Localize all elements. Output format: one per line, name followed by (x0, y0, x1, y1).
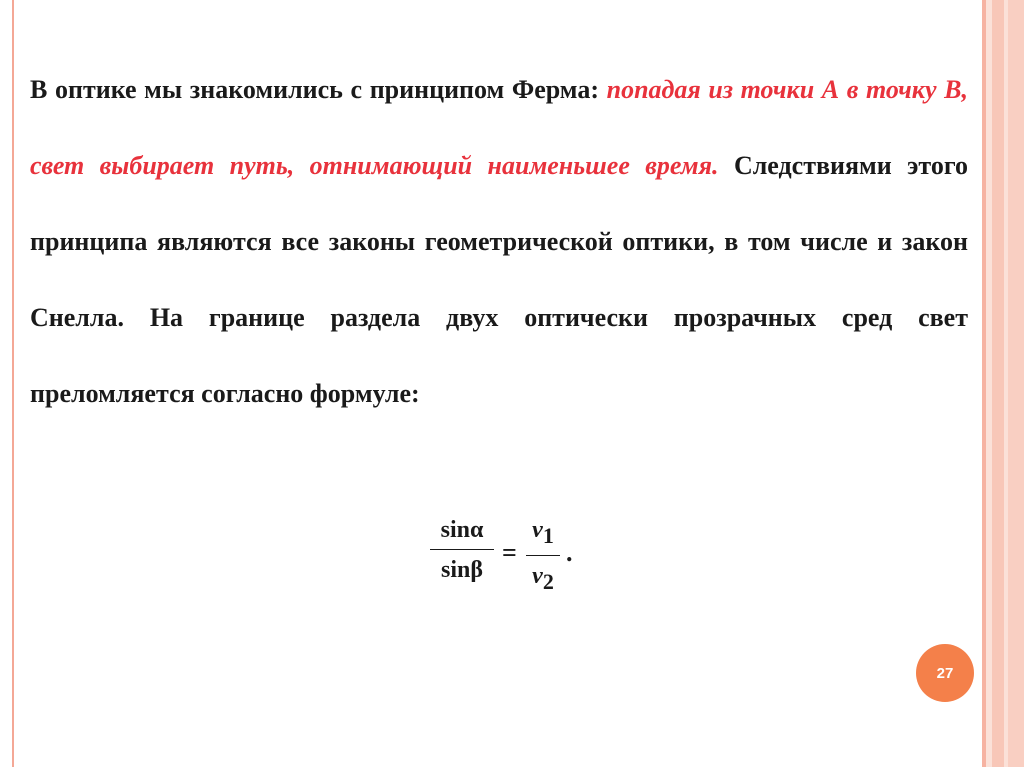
page-number-badge (916, 644, 974, 702)
fraction-bar (526, 555, 560, 556)
paragraph-rest: Следствиями этого принципа являются все законы геометрической оптики, в том числе и закон Снелла. На границе раздела двух оптически прозрачных сред свет преломляется согласно формуле: (30, 151, 968, 408)
paragraph-highlight: попадая из точки А в точку В, свет выбирает путь, отнимающий наименьшее время. (30, 75, 968, 180)
page-number: 27 (936, 664, 954, 682)
formula-period: . (566, 538, 573, 567)
variable-v: v (532, 517, 543, 543)
fraction-velocities (526, 516, 560, 596)
left-border-line (12, 0, 14, 767)
numerator-v1 (526, 516, 560, 550)
denominator-v2 (526, 562, 560, 596)
variable-v: v (532, 563, 543, 589)
right-border-stripe (1008, 0, 1024, 767)
snell-formula (430, 516, 600, 596)
subscript-2: 2 (542, 569, 554, 594)
equals-sign: = (502, 538, 517, 567)
numerator-sin-alpha: sinα (440, 517, 484, 543)
body-paragraph (30, 52, 968, 432)
fraction-sines (430, 516, 494, 584)
paragraph-intro: В оптике мы знакомились с принципом Ферма: (30, 75, 607, 104)
subscript-1: 1 (542, 523, 554, 548)
fraction-bar (430, 549, 494, 550)
right-border-stripe (992, 0, 1004, 767)
denominator-sin-beta: sinβ (441, 557, 483, 583)
